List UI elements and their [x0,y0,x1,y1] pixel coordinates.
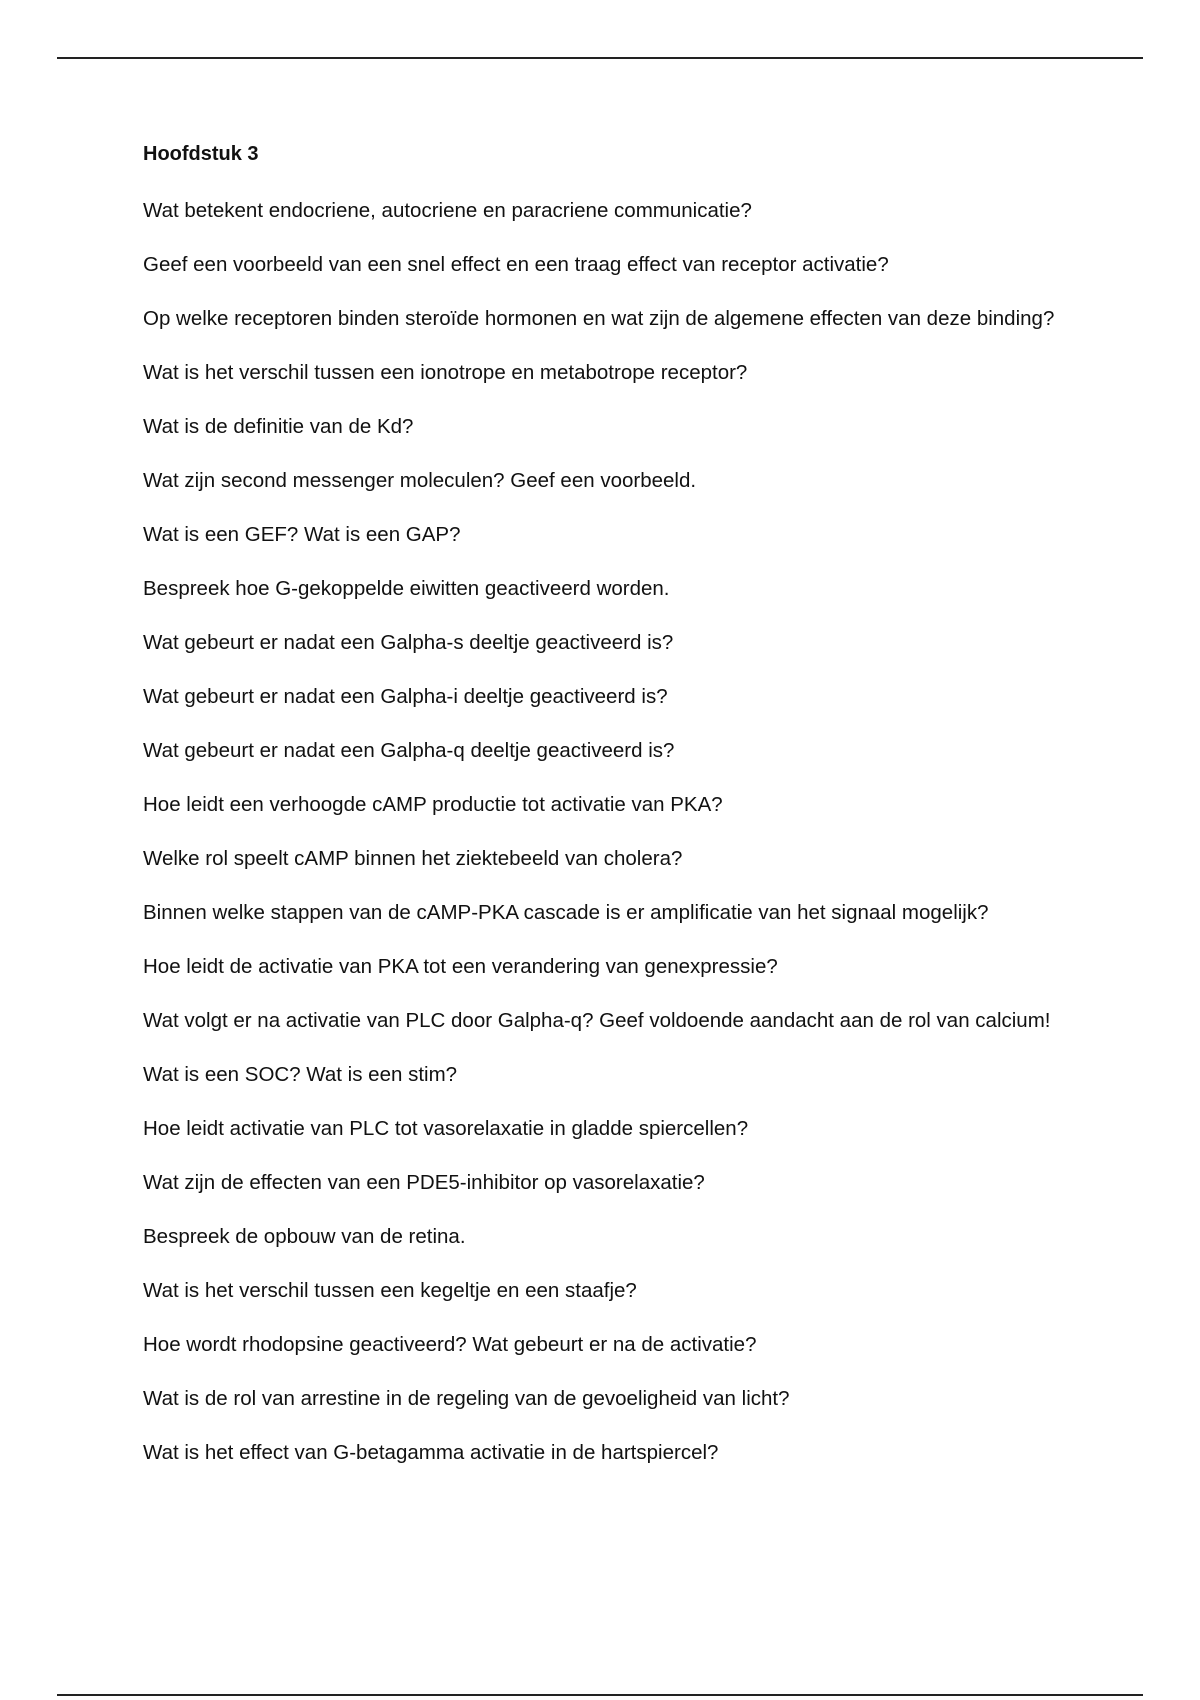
question-item: Wat is de definitie van de Kd? [143,415,414,438]
question-item: Wat zijn de effecten van een PDE5-inhibitor op vasorelaxatie? [143,1171,705,1194]
question-item: Op welke receptoren binden steroïde hormonen en wat zijn de algemene effecten van deze binding? [143,307,1055,330]
question-item: Wat volgt er na activatie van PLC door Galpha-q? Geef voldoende aandacht aan de rol van calcium! [143,1009,1051,1032]
question-item: Wat gebeurt er nadat een Galpha-i deeltje geactiveerd is? [143,685,668,708]
document-body [143,140,1058,1488]
question-item: Bespreek hoe G-gekoppelde eiwitten geactiveerd worden. [143,577,670,600]
question-item: Hoe leidt een verhoogde cAMP productie tot activatie van PKA? [143,793,723,816]
question-item: Bespreek de opbouw van de retina. [143,1225,466,1248]
question-item: Wat betekent endocriene, autocriene en paracriene communicatie? [143,199,752,222]
question-item: Wat gebeurt er nadat een Galpha-s deeltje geactiveerd is? [143,631,674,654]
question-item: Hoe leidt activatie van PLC tot vasorelaxatie in gladde spiercellen? [143,1117,749,1140]
question-item: Binnen welke stappen van de cAMP-PKA cascade is er amplificatie van het signaal mogelijk? [143,901,989,924]
question-list [143,192,1058,1472]
question-item: Wat is een GEF? Wat is een GAP? [143,523,461,546]
question-item: Hoe wordt rhodopsine geactiveerd? Wat gebeurt er na de activatie? [143,1333,757,1356]
top-divider [57,57,1143,59]
question-item: Wat zijn second messenger moleculen? Geef een voorbeeld. [143,469,697,492]
question-item: Wat is de rol van arrestine in de regeling van de gevoeligheid van licht? [143,1387,790,1410]
question-item: Wat is het effect van G-betagamma activatie in de hartspiercel? [143,1441,719,1464]
question-item: Wat gebeurt er nadat een Galpha-q deeltje geactiveerd is? [143,739,675,762]
chapter-heading: Hoofdstuk 3 [143,143,259,165]
bottom-divider [57,1694,1143,1696]
question-item: Hoe leidt de activatie van PKA tot een verandering van genexpressie? [143,955,778,978]
question-item: Wat is een SOC? Wat is een stim? [143,1063,458,1086]
question-item: Wat is het verschil tussen een ionotrope en metabotrope receptor? [143,361,748,384]
question-item: Welke rol speelt cAMP binnen het ziektebeeld van cholera? [143,847,683,870]
question-item: Geef een voorbeeld van een snel effect en een traag effect van receptor activatie? [143,253,889,276]
question-item: Wat is het verschil tussen een kegeltje en een staafje? [143,1279,637,1302]
